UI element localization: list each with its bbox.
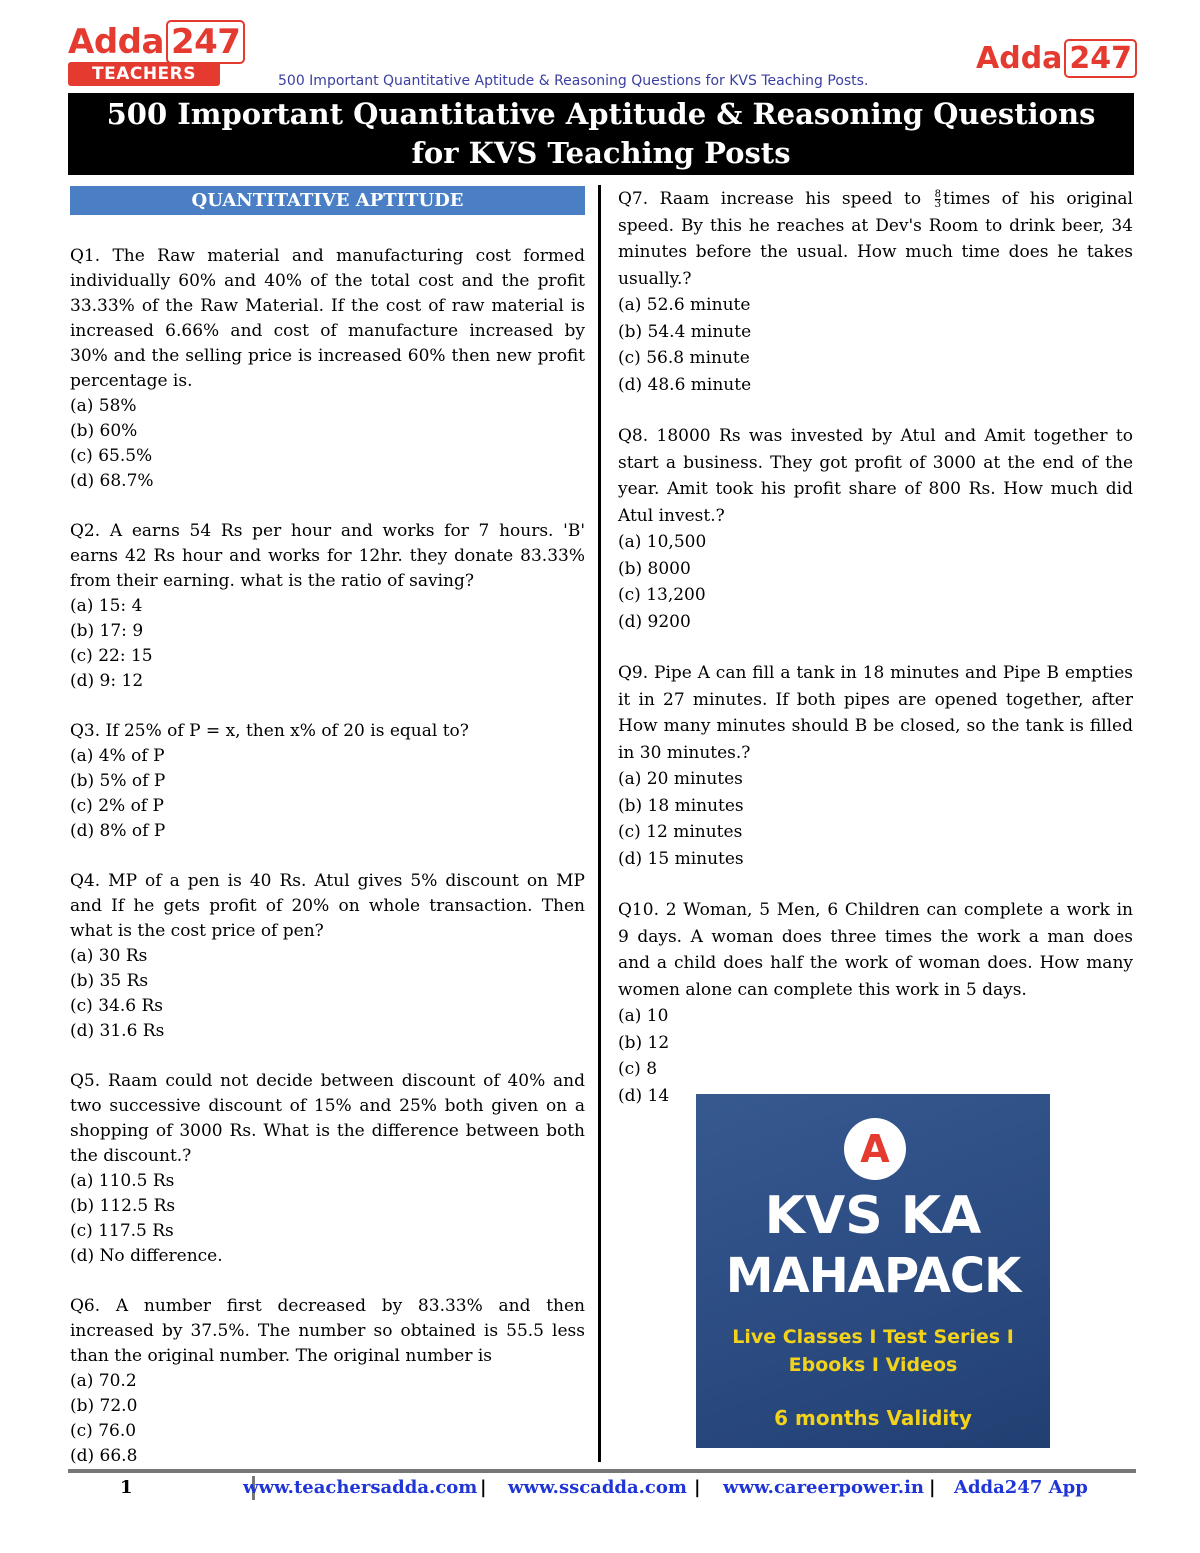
link-sscadda[interactable]: www.sscadda.com	[508, 1477, 687, 1498]
question	[70, 1069, 585, 1269]
header-subtitle: 500 Important Quantitative Aptitude & Reasoning Questions for KVS Teaching Posts.	[278, 73, 869, 89]
question-text: Q4. MP of a pen is 40 Rs. Atul gives 5% discount on MP and If he gets profit of 20% on whole transaction. Then what is the cost price of pen?	[70, 871, 585, 941]
adda247-teachers-logo	[68, 22, 241, 86]
option: (a) 20 minutes	[618, 769, 743, 789]
option: (c) 13,200	[618, 585, 706, 605]
option: (d) 9: 12	[70, 671, 144, 691]
logo-brand-text: Adda	[68, 22, 164, 62]
left-column	[70, 186, 585, 1494]
page-title: 500 Important Quantitative Aptitude & Reasoning Questions for KVS Teaching Posts	[68, 93, 1134, 175]
option: (b) 60%	[70, 421, 138, 441]
option: (a) 30 Rs	[70, 946, 148, 966]
question-text: Q2. A earns 54 Rs per hour and works for 7 hours. 'B' earns 42 Rs hour and works for 12hr. they donate 83.33% from their earning. what is the ratio of saving?	[70, 521, 585, 591]
question-text: Q9. Pipe A can fill a tank in 18 minutes and Pipe B empties it in 27 minutes. If both pipes are opened together, after How many minutes should B be closed, so the tank is filled in 30 minutes.?	[618, 663, 1133, 763]
question	[618, 897, 1133, 1109]
question-text	[618, 186, 1133, 292]
option: (b) 72.0	[70, 1396, 138, 1416]
logo-right-brand-text: Adda	[976, 41, 1063, 76]
option: (b) 35 Rs	[70, 971, 149, 991]
footer-separator: |	[929, 1477, 936, 1498]
option: (b) 54.4 minute	[618, 321, 752, 342]
question	[70, 244, 585, 494]
option: (c) 65.5%	[70, 446, 153, 466]
option: (d) 8% of P	[70, 821, 166, 841]
option: (d) 66.8	[70, 1446, 138, 1466]
link-adda247-app[interactable]: Adda247 App	[954, 1477, 1088, 1498]
footer-separator: |	[694, 1477, 701, 1498]
link-teachersadda[interactable]: www.teachersadda.com	[243, 1477, 478, 1498]
question	[70, 869, 585, 1044]
q7-text-after: times of his original speed. By this he reaches at Dev's Room to drink beer, 34 minutes before the usual. How much time does he takes usually.?	[618, 189, 1133, 289]
option: (c) 22: 15	[70, 646, 153, 666]
option: (c) 117.5 Rs	[70, 1221, 174, 1241]
page-number: 1	[120, 1477, 133, 1498]
column-divider	[598, 185, 601, 1462]
question-text: Q8. 18000 Rs was invested by Atul and Amit together to start a business. They got profit of 3000 at the end of the year. Amit took his profit share of 800 Rs. How much did Atul invest.?	[618, 426, 1133, 526]
option: (d) No difference.	[70, 1246, 223, 1266]
logo-teachers-label: TEACHERS	[68, 62, 220, 86]
footer-separator: |	[480, 1477, 487, 1498]
option: (c) 2% of P	[70, 796, 164, 816]
fraction-numerator: 8	[934, 189, 941, 200]
right-question-list	[618, 423, 1133, 1109]
option: (c) 76.0	[70, 1421, 137, 1441]
question	[618, 660, 1133, 872]
option: (b) 5% of P	[70, 771, 166, 791]
ad-logo-letter: A	[860, 1127, 890, 1171]
option: (a) 70.2	[70, 1371, 137, 1391]
option: (b) 17: 9	[70, 621, 144, 641]
adda247-logo-right	[976, 42, 1137, 76]
footer-rule	[68, 1469, 1136, 1473]
logo-brand-number: 247	[166, 20, 245, 64]
option: (d) 9200	[618, 611, 691, 632]
fraction-eight-thirds	[935, 190, 941, 209]
option: (c) 56.8 minute	[618, 348, 750, 368]
ad-features-line1: Live Classes I Test Series I	[732, 1326, 1014, 1348]
option: (a) 10,500	[618, 532, 707, 552]
option: (a) 58%	[70, 396, 137, 416]
option: (d) 14	[618, 1085, 670, 1106]
question-q7	[618, 186, 1133, 398]
option: (a) 15: 4	[70, 596, 143, 616]
option: (d) 48.6 minute	[618, 374, 752, 395]
option: (d) 68.7%	[70, 471, 154, 491]
option: (c) 34.6 Rs	[70, 996, 163, 1016]
question-text: Q5. Raam could not decide between discount of 40% and two successive discount of 15% and 25% both given on a shopping of 3000 Rs. What is the difference between both the discount.?	[70, 1071, 585, 1166]
q7-text-before: Q7. Raam increase his speed to	[618, 189, 922, 209]
fraction-denominator: 3	[934, 199, 941, 210]
link-careerpower[interactable]: www.careerpower.in	[723, 1477, 924, 1498]
left-question-list	[70, 244, 585, 1469]
option: (a) 52.6 minute	[618, 295, 751, 315]
option: (a) 110.5 Rs	[70, 1171, 175, 1191]
ad-validity: 6 months Validity	[774, 1406, 972, 1430]
option: (b) 112.5 Rs	[70, 1196, 176, 1216]
question-text: Q6. A number first decreased by 83.33% and then increased by 37.5%. The number so obtained is 55.5 less than the original number. The original number is	[70, 1296, 585, 1366]
ad-title-line1: KVS KA	[764, 1186, 982, 1246]
logo-brand	[68, 22, 241, 62]
option: (c) 12 minutes	[618, 822, 743, 842]
option: (a) 4% of P	[70, 746, 165, 766]
logo-right-number: 247	[1064, 39, 1137, 78]
section-header: QUANTITATIVE APTITUDE	[70, 186, 585, 215]
adda-a-logo-icon	[844, 1118, 906, 1180]
question	[70, 519, 585, 694]
right-column	[618, 186, 1133, 1134]
option: (b) 8000	[618, 558, 691, 579]
option: (b) 12	[618, 1032, 670, 1053]
option: (b) 18 minutes	[618, 795, 744, 816]
option: (c) 8	[618, 1059, 658, 1079]
ad-features-line2: Ebooks I Videos	[788, 1354, 958, 1376]
ad-title-line2: MAHAPACK	[725, 1248, 1021, 1304]
option: (d) 31.6 Rs	[70, 1021, 165, 1041]
question	[70, 1294, 585, 1469]
option: (a) 10	[618, 1006, 669, 1026]
footer	[68, 1474, 1136, 1502]
question-text: Q3. If 25% of P = x, then x% of 20 is equal to?	[70, 721, 469, 741]
option: (d) 15 minutes	[618, 848, 744, 869]
question	[70, 719, 585, 844]
question-text: Q1. The Raw material and manufacturing cost formed individually 60% and 40% of the total cost and the profit 33.33% of the Raw Material. If the cost of raw material is increased 6.66% and cost of manufacture increased by 30% and the selling price is increased 60% then new profit percentage is.	[70, 246, 585, 391]
question	[618, 423, 1133, 635]
kvs-mahapack-ad[interactable]	[696, 1094, 1050, 1448]
question-text: Q10. 2 Woman, 5 Men, 6 Children can complete a work in 9 days. A woman does three times the work a man does and a child does half the work of woman does. How many women alone can complete this work in 5 days.	[618, 900, 1133, 1000]
